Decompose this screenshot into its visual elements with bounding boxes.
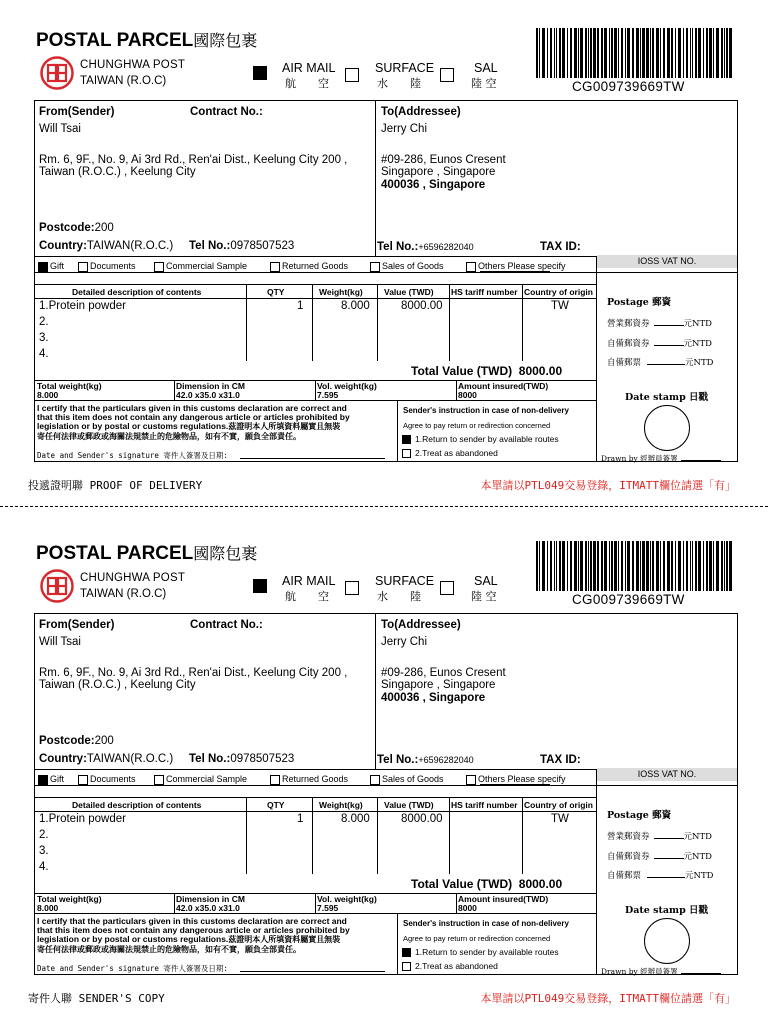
sender-country-field: Country:TAIWAN(R.O.C.)	[39, 753, 174, 765]
addressee-name: Jerry Chi	[381, 636, 428, 648]
certify-line-3: legislation or by postal or customs regulations.茲證明本人所填資料屬實且無裝	[37, 934, 341, 944]
postage-line-1: 營業郵資券 元NTD	[607, 832, 712, 842]
contract-label: Contract No.:	[190, 619, 263, 631]
declaration-box	[34, 613, 738, 975]
returned-goods-checkbox[interactable]	[270, 775, 280, 785]
gift-label: Gift	[50, 261, 65, 271]
chunghwa-post-logo: CHUNGHWA POST TAIWAN (R.O.C)	[40, 569, 190, 605]
return-to-sender-checkbox[interactable]	[402, 435, 411, 444]
row-1-desc: 1.Protein powder	[39, 300, 126, 312]
insured-value: 8000	[458, 903, 477, 913]
sender-address-1: Rm. 6, 9F., No. 9, Ai 3rd Rd., Ren'ai Dist., Keelung City 200 ,	[39, 154, 348, 166]
barcode	[536, 28, 735, 78]
sal-checkbox[interactable]	[440, 581, 454, 595]
abandon-checkbox[interactable]	[402, 449, 411, 458]
date-stamp-circle	[644, 918, 690, 964]
form-title: POSTAL PARCEL國際包裹	[36, 543, 258, 564]
tax-id-label: TAX ID:	[540, 754, 581, 766]
copy-label: 投遞證明聯 PROOF OF DELIVERY	[28, 479, 203, 492]
signature-label: Date and Sender's signature 寄件人簽署及日期:	[37, 451, 228, 460]
row-1-desc: 1.Protein powder	[39, 813, 126, 825]
certify-line-1: I certify that the particulars given in this customs declaration are correct and	[37, 403, 347, 413]
th-description: Detailed description of contents	[72, 800, 202, 810]
ioss-vat-label: IOSS VAT NO.	[597, 255, 737, 268]
postcode-field: Postcode:200	[39, 735, 114, 747]
th-weight: Weight(kg)	[319, 287, 363, 297]
sales-of-goods-label: Sales of Goods	[382, 261, 444, 271]
th-qty: QTY	[267, 800, 285, 810]
row-2-desc: 2.	[39, 829, 49, 841]
postage-heading: Postage 郵資	[607, 297, 672, 308]
row-1-origin: TW	[551, 813, 569, 825]
insured-label: Amount insured(TWD)	[458, 381, 549, 391]
commercial-sample-checkbox[interactable]	[154, 262, 164, 272]
declaration-box	[34, 100, 738, 462]
instruction-heading: Sender's instruction in case of non-delivery	[403, 919, 569, 928]
tracking-number: CG009739669TW	[572, 592, 685, 607]
dimension-value: 42.0 x35.0 x31.0	[176, 903, 240, 913]
parcel-form-copy-1	[0, 0, 768, 500]
sender-address-2: Taiwan (R.O.C.) , Keelung City	[39, 166, 196, 178]
airmail-label: AIR MAIL	[282, 574, 336, 588]
sales-of-goods-checkbox[interactable]	[370, 775, 380, 785]
drawn-by-field: Drawn by 經辦員簽署	[601, 453, 721, 464]
returned-goods-checkbox[interactable]	[270, 262, 280, 272]
sender-heading: From(Sender)	[39, 619, 115, 631]
th-hs-tariff: HS tariff number	[451, 800, 518, 810]
row-1-qty: 1	[297, 813, 304, 825]
sender-tel-field: Tel No.:0978507523	[189, 240, 295, 252]
returned-goods-label: Returned Goods	[282, 774, 349, 784]
sal-checkbox[interactable]	[440, 68, 454, 82]
form-title: POSTAL PARCEL國際包裹	[36, 30, 258, 51]
row-1-weight: 8.000	[341, 813, 370, 825]
surface-label: SURFACE	[375, 61, 435, 75]
row-3-desc: 3.	[39, 332, 49, 344]
row-4-desc: 4.	[39, 861, 49, 873]
addressee-tel-field: Tel No.:+6596282040	[377, 241, 474, 253]
sales-of-goods-label: Sales of Goods	[382, 774, 444, 784]
addressee-name: Jerry Chi	[381, 123, 428, 135]
documents-label: Documents	[90, 774, 136, 784]
postage-line-3: 自備郵票 元NTD	[607, 358, 714, 368]
addressee-address-2: Singapore , Singapore	[381, 679, 496, 691]
insured-label: Amount insured(TWD)	[458, 894, 549, 904]
addressee-heading: To(Addressee)	[381, 106, 461, 118]
th-description: Detailed description of contents	[72, 287, 202, 297]
surface-checkbox[interactable]	[345, 68, 359, 82]
commercial-sample-checkbox[interactable]	[154, 775, 164, 785]
postcode-field: Postcode:200	[39, 222, 114, 234]
airmail-checkbox[interactable]	[253, 66, 267, 80]
tax-id-label: TAX ID:	[540, 241, 581, 253]
certify-line-1: I certify that the particulars given in this customs declaration are correct and	[37, 916, 347, 926]
date-stamp-label: Date stamp 日戳	[625, 392, 709, 403]
dimension-label: Dimension in CM	[176, 381, 245, 391]
airmail-checkbox[interactable]	[253, 579, 267, 593]
others-checkbox[interactable]	[466, 775, 476, 785]
row-4-desc: 4.	[39, 348, 49, 360]
vol-weight-value: 7.595	[317, 903, 339, 913]
footer-notice: 本單請以PTL049交易登錄，ITMATT欄位請選「有」	[480, 479, 736, 492]
row-1-value: 8000.00	[401, 300, 443, 312]
total-weight-value: 8.000	[37, 390, 59, 400]
surface-cjk: 水 陸	[377, 77, 421, 90]
vol-weight-label: Vol. weight(kg)	[317, 894, 377, 904]
airmail-cjk: 航 空	[285, 77, 329, 90]
gift-label: Gift	[50, 774, 65, 784]
return-to-sender-label: 1.Return to sender by available routes	[415, 947, 559, 957]
total-weight-label: Total weight(kg)	[37, 381, 102, 391]
certify-line-3: legislation or by postal or customs regulations.茲證明本人所填資料屬實且無裝	[37, 421, 341, 431]
total-value-field: Total Value (TWD) 8000.00	[411, 364, 563, 378]
th-value: Value (TWD)	[384, 800, 434, 810]
date-stamp-circle	[644, 405, 690, 451]
instruction-heading: Sender's instruction in case of non-delivery	[403, 406, 569, 415]
signature-label: Date and Sender's signature 寄件人簽署及日期:	[37, 964, 228, 973]
addressee-postal: 400036 , Singapore	[381, 692, 486, 704]
sales-of-goods-checkbox[interactable]	[370, 262, 380, 272]
row-1-origin: TW	[551, 300, 569, 312]
addressee-postal: 400036 , Singapore	[381, 179, 486, 191]
total-weight-label: Total weight(kg)	[37, 894, 102, 904]
sender-address-1: Rm. 6, 9F., No. 9, Ai 3rd Rd., Ren'ai Dist., Keelung City 200 ,	[39, 667, 348, 679]
vol-weight-value: 7.595	[317, 390, 339, 400]
postage-line-2: 自備郵資券 元NTD	[607, 339, 712, 349]
row-1-value: 8000.00	[401, 813, 443, 825]
dimension-value: 42.0 x35.0 x31.0	[176, 390, 240, 400]
cut-line	[0, 506, 768, 507]
copy-label: 寄件人聯 SENDER'S COPY	[28, 992, 165, 1005]
addressee-address-1: #09-286, Eunos Cresent	[381, 154, 506, 166]
instruction-sub: Agree to pay return or redirection concerned	[403, 934, 551, 943]
addressee-heading: To(Addressee)	[381, 619, 461, 631]
commercial-sample-label: Commercial Sample	[166, 261, 248, 271]
certify-line-2: that this item does not contain any dangerous article or articles prohibited by	[37, 412, 350, 422]
row-1-weight: 8.000	[341, 300, 370, 312]
documents-label: Documents	[90, 261, 136, 271]
chunghwa-post-logo: CHUNGHWA POST TAIWAN (R.O.C)	[40, 56, 190, 92]
documents-checkbox[interactable]	[78, 775, 88, 785]
parcel-form-copy-2	[0, 513, 768, 1013]
commercial-sample-label: Commercial Sample	[166, 774, 248, 784]
others-label: Others Please specify	[478, 261, 566, 271]
returned-goods-label: Returned Goods	[282, 261, 349, 271]
row-3-desc: 3.	[39, 845, 49, 857]
certify-line-4: 寄任何法律或郵政或海關法規禁止的危險物品，如有不實，願負全部責任。	[37, 944, 301, 954]
th-origin: Country of origin	[524, 800, 593, 810]
addressee-address-2: Singapore , Singapore	[381, 166, 496, 178]
postage-line-3: 自備郵票 元NTD	[607, 871, 714, 881]
return-to-sender-checkbox[interactable]	[402, 948, 411, 957]
sal-cjk: 陸 空	[471, 77, 497, 90]
others-label: Others Please specify	[478, 774, 566, 784]
documents-checkbox[interactable]	[78, 262, 88, 272]
airmail-cjk: 航 空	[285, 590, 329, 603]
addressee-tel-field: Tel No.:+6596282040	[377, 754, 474, 766]
th-hs-tariff: HS tariff number	[451, 287, 518, 297]
sal-label: SAL	[474, 61, 498, 75]
th-qty: QTY	[267, 287, 285, 297]
th-origin: Country of origin	[524, 287, 593, 297]
insured-value: 8000	[458, 390, 477, 400]
contract-label: Contract No.:	[190, 106, 263, 118]
sender-name: Will Tsai	[39, 123, 81, 135]
th-value: Value (TWD)	[384, 287, 434, 297]
sal-label: SAL	[474, 574, 498, 588]
surface-cjk: 水 陸	[377, 590, 421, 603]
abandon-label: 2.Treat as abandoned	[415, 448, 498, 458]
dimension-label: Dimension in CM	[176, 894, 245, 904]
th-weight: Weight(kg)	[319, 800, 363, 810]
sal-cjk: 陸 空	[471, 590, 497, 603]
abandon-label: 2.Treat as abandoned	[415, 961, 498, 971]
tracking-number: CG009739669TW	[572, 79, 685, 94]
sender-heading: From(Sender)	[39, 106, 115, 118]
postage-heading: Postage 郵資	[607, 810, 672, 821]
total-value-field: Total Value (TWD) 8000.00	[411, 877, 563, 891]
gift-checkbox[interactable]	[38, 775, 48, 785]
vol-weight-label: Vol. weight(kg)	[317, 381, 377, 391]
surface-checkbox[interactable]	[345, 581, 359, 595]
others-checkbox[interactable]	[466, 262, 476, 272]
surface-label: SURFACE	[375, 574, 435, 588]
sender-name: Will Tsai	[39, 636, 81, 648]
drawn-by-field: Drawn by 經辦員簽署	[601, 966, 721, 977]
sender-tel-field: Tel No.:0978507523	[189, 753, 295, 765]
postage-line-2: 自備郵資券 元NTD	[607, 852, 712, 862]
certify-line-2: that this item does not contain any dangerous article or articles prohibited by	[37, 925, 350, 935]
instruction-sub: Agree to pay return or redirection concerned	[403, 421, 551, 430]
row-1-qty: 1	[297, 300, 304, 312]
airmail-label: AIR MAIL	[282, 61, 336, 75]
abandon-checkbox[interactable]	[402, 962, 411, 971]
postage-line-1: 營業郵資券 元NTD	[607, 319, 712, 329]
ioss-vat-label: IOSS VAT NO.	[597, 768, 737, 781]
addressee-address-1: #09-286, Eunos Cresent	[381, 667, 506, 679]
sender-country-field: Country:TAIWAN(R.O.C.)	[39, 240, 174, 252]
footer-notice: 本單請以PTL049交易登錄，ITMATT欄位請選「有」	[480, 992, 736, 1005]
row-2-desc: 2.	[39, 316, 49, 328]
total-weight-value: 8.000	[37, 903, 59, 913]
gift-checkbox[interactable]	[38, 262, 48, 272]
return-to-sender-label: 1.Return to sender by available routes	[415, 434, 559, 444]
date-stamp-label: Date stamp 日戳	[625, 905, 709, 916]
barcode	[536, 541, 735, 591]
certify-line-4: 寄任何法律或郵政或海關法規禁止的危險物品，如有不實，願負全部責任。	[37, 431, 301, 441]
sender-address-2: Taiwan (R.O.C.) , Keelung City	[39, 679, 196, 691]
